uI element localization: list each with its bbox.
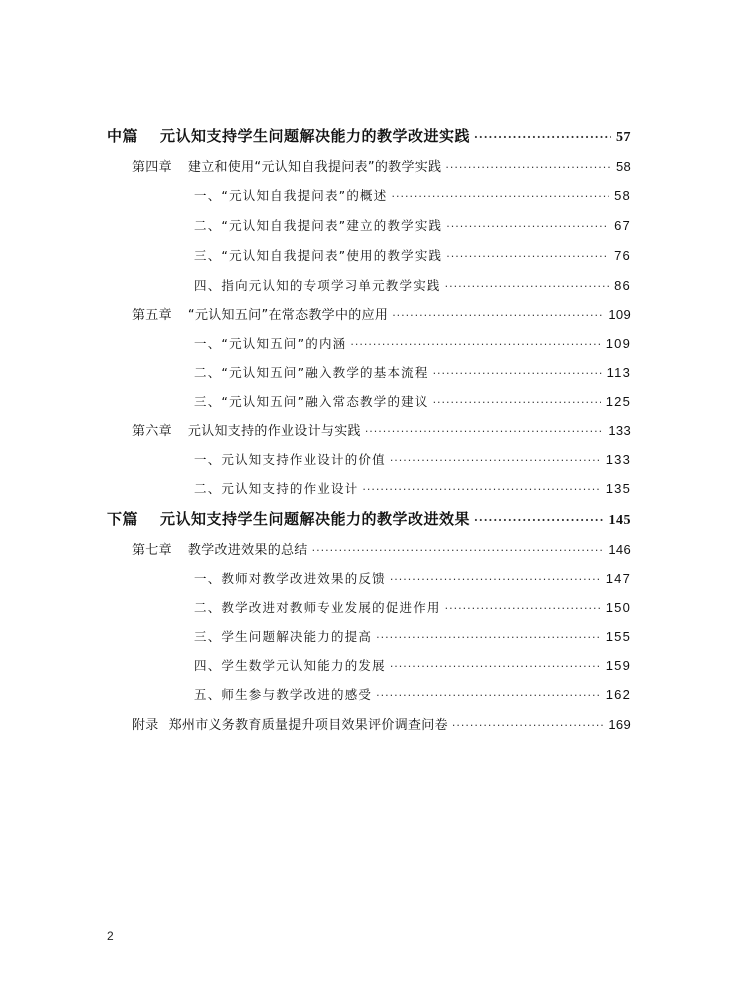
toc-entry-title: 一、元认知支持作业设计的价值 (194, 452, 386, 467)
toc-section[interactable] (194, 392, 631, 410)
dot-leader (391, 191, 609, 202)
toc-entry-title: 四、学生数学元认知能力的发展 (194, 658, 386, 673)
toc-page-number: 147 (605, 571, 631, 586)
toc-page-number: 57 (616, 130, 631, 145)
toc-page-number: 162 (605, 687, 631, 702)
dot-leader (392, 310, 603, 321)
toc-page-number: 76 (614, 248, 631, 263)
dot-leader (474, 132, 611, 143)
dot-leader (350, 339, 600, 350)
toc-entry-title: 第七章 教学改进效果的总结 (132, 543, 308, 558)
toc-page-number: 113 (606, 365, 631, 380)
dot-leader (390, 574, 601, 585)
toc-section[interactable] (194, 363, 631, 381)
toc-section[interactable] (194, 569, 631, 587)
toc-entry-title: 第六章 元认知支持的作业设计与实践 (132, 424, 361, 439)
toc-chapter-6[interactable] (132, 420, 631, 439)
toc-section[interactable] (194, 450, 631, 468)
toc-entry-title: 一、“元认知五问”的内涵 (194, 336, 347, 351)
dot-leader (390, 661, 601, 672)
toc-section[interactable] (194, 276, 631, 294)
toc-entry-title: 二、“元认知五问”融入教学的基本流程 (194, 365, 429, 380)
toc-page-number: 67 (614, 218, 631, 233)
toc-entry-title: 中篇 元认知支持学生问题解决能力的教学改进实践 (107, 127, 471, 145)
toc-section[interactable] (194, 685, 631, 703)
toc-page-number: 109 (605, 336, 631, 351)
dot-leader (446, 251, 609, 262)
dot-leader (474, 515, 603, 526)
footer-page-number: 2 (107, 929, 114, 943)
toc-entry-title: 二、“元认知自我提问表”建立的教学实践 (194, 218, 443, 233)
dot-leader (445, 603, 601, 614)
toc-page-number: 135 (605, 481, 631, 496)
dot-leader (446, 221, 609, 232)
toc-page-number: 133 (608, 423, 631, 438)
dot-leader (433, 368, 602, 379)
toc-entry-title: 三、“元认知自我提问表”使用的教学实践 (194, 248, 443, 263)
toc-appendix[interactable] (132, 714, 631, 733)
toc-chapter-5[interactable] (132, 304, 631, 323)
toc-page-number: 150 (605, 600, 631, 615)
toc-entry-title: 五、师生参与教学改进的感受 (194, 687, 373, 702)
toc-part-middle[interactable] (107, 125, 631, 146)
dot-leader (365, 426, 604, 437)
dot-leader (445, 281, 610, 292)
toc-page-number: 159 (605, 658, 631, 673)
toc-section[interactable] (194, 598, 631, 616)
toc-entry-title: 下篇 元认知支持学生问题解决能力的教学改进效果 (107, 510, 471, 528)
toc-section[interactable] (194, 334, 631, 352)
toc-section[interactable] (194, 627, 631, 645)
toc-chapter-7[interactable] (132, 539, 631, 558)
dot-leader (362, 484, 600, 495)
toc-section[interactable] (194, 246, 631, 264)
toc-section[interactable] (194, 186, 631, 204)
dot-leader (376, 632, 601, 643)
toc-page-number: 86 (614, 278, 631, 293)
dot-leader (433, 397, 601, 408)
toc-entry-title: 第四章 建立和使用“元认知自我提问表”的教学实践 (132, 160, 442, 175)
dot-leader (445, 162, 611, 173)
toc-entry-title: 一、教师对教学改进效果的反馈 (194, 571, 386, 586)
toc-page-number: 145 (608, 513, 631, 528)
toc-page-number: 58 (614, 188, 631, 203)
toc-page-number: 58 (615, 159, 631, 174)
toc-part-lower[interactable] (107, 508, 631, 529)
toc-page-number: 155 (605, 629, 631, 644)
toc-chapter-4[interactable] (132, 156, 631, 175)
toc-section[interactable] (194, 656, 631, 674)
toc-section[interactable] (194, 479, 631, 497)
toc-entry-title: 三、学生问题解决能力的提高 (194, 629, 373, 644)
dot-leader (452, 720, 603, 731)
dot-leader (312, 545, 604, 556)
dot-leader (376, 690, 601, 701)
toc-section[interactable] (194, 216, 631, 234)
dot-leader (390, 455, 601, 466)
toc-entry-title: 第五章 “元认知五问”在常态教学中的应用 (132, 308, 389, 323)
toc-page-number: 133 (605, 452, 631, 467)
toc-entry-title: 附录 郑州市义务教育质量提升项目效果评价调查问卷 (132, 718, 448, 733)
toc-entry-title: 一、“元认知自我提问表”的概述 (194, 188, 388, 203)
toc-page-number: 125 (605, 394, 631, 409)
toc-entry-title: 三、“元认知五问”融入常态教学的建议 (194, 394, 429, 409)
toc-entry-title: 二、教学改进对教师专业发展的促进作用 (194, 600, 441, 615)
toc-page-number: 169 (608, 717, 631, 732)
toc-page-number: 146 (608, 542, 631, 557)
toc-entry-title: 二、元认知支持的作业设计 (194, 481, 359, 496)
toc-entry-title: 四、指向元认知的专项学习单元教学实践 (194, 278, 441, 293)
toc-page-number: 109 (608, 307, 631, 322)
